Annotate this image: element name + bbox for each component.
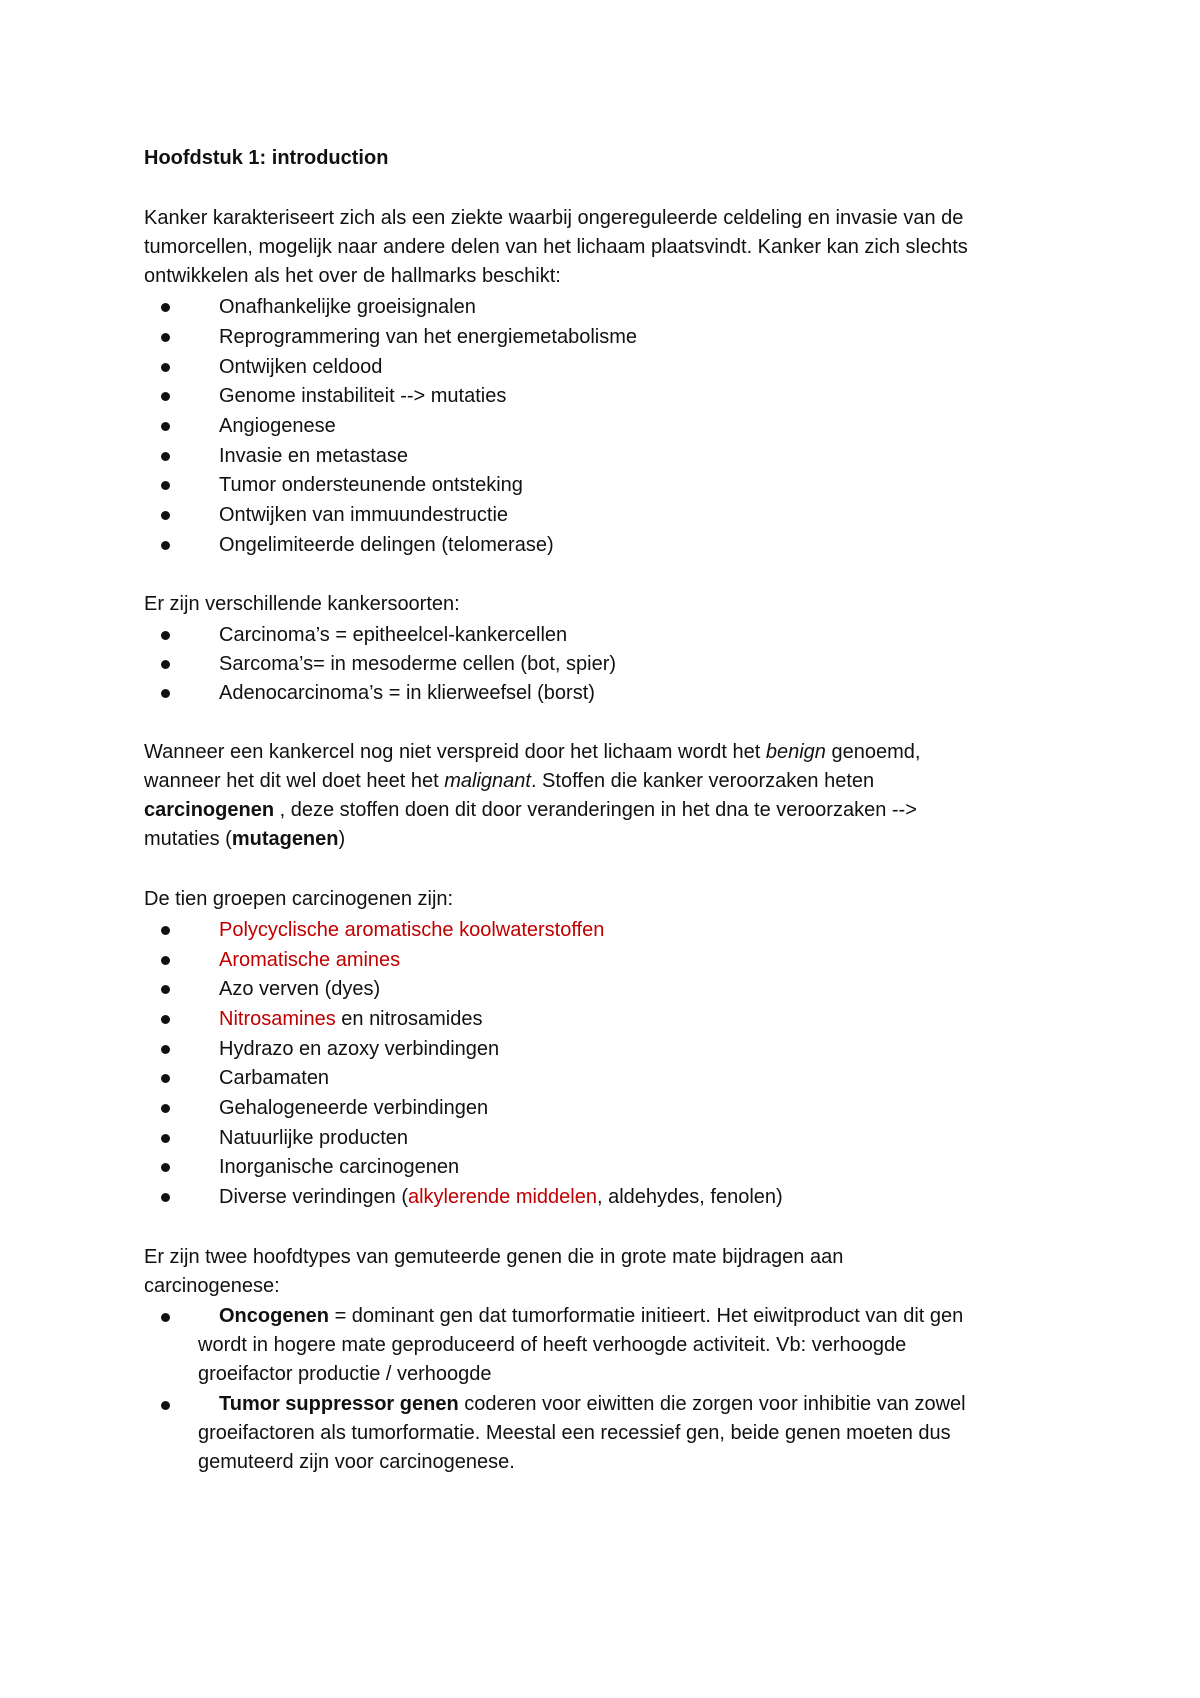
term-tumor-suppressor: Tumor suppressor genen bbox=[219, 1393, 459, 1415]
intro-line: tumorcellen, mogelijk naar andere delen van het lichaam plaatsvindt. Kanker kan zich slechts bbox=[144, 236, 968, 258]
bullet-icon bbox=[161, 1163, 170, 1172]
bullet-icon bbox=[161, 1104, 170, 1113]
bullet-icon bbox=[161, 333, 170, 342]
paragraph-line: carcinogenen , deze stoffen doen dit door veranderingen in het dna te veroorzaken --> bbox=[144, 799, 917, 821]
bullet-icon bbox=[161, 392, 170, 401]
groups-heading: De tien groepen carcinogenen zijn: bbox=[144, 888, 454, 910]
intro-line: Kanker karakteriseert zich als een ziekte waarbij ongereguleerde celdeling en invasie van de bbox=[144, 207, 964, 229]
bullet-icon bbox=[161, 660, 170, 669]
bullet-icon bbox=[161, 481, 170, 490]
bullet-icon bbox=[161, 1015, 170, 1024]
paragraph-line: mutaties (mutagenen) bbox=[144, 828, 346, 850]
document-page: Hoofdstuk 1: introduction Kanker karakteriseert zich als een ziekte waarbij ongereguleerde celdeling en invasie van de tumorcellen, mogelijk naar andere delen van het lichaam plaatsvindt. Kanker kan zich slechts ontwikkelen als het over de hallmarks beschikt: Onafhankelijke groeisignalen Reprogrammering van het energiemetabolisme Ontwijken celdood Genome instabiliteit --> mutaties Angiogenese Invasie en metastase Tumor ondersteunende ontsteking Ontwijken van immuundestructie Ongelimiteerde delingen (telomerase) Er zijn verschillende kankersoorten: Carcinoma’s = epitheelcel-kankercellen Sarcoma’s= in mesoderme cellen (bot, spier) Adenocarcinoma’s = in klierweefsel (borst) Wanneer een kankercel nog niet verspreid door het lichaam wordt het benign genoemd, wanneer het dit wel doet heet het malignant. Stoffen die kanker veroorzaken heten carcinogenen , deze stoffen doen dit door veranderingen in het dna te veroorzaken --> mutaties (mutagenen) De tien groepen carcinogenen zijn: Polycyclische aromatische koolwaterstoffen Aromatische amines Azo verven (dyes) Nitrosamines en nitrosamides Hydrazo en azoxy verbindingen Carbamaten Gehalogeneerde verbindingen Natuurlijke producten Inorganische carcinogenen Diverse verindingen (alkylerende middelen, aldehydes, fenolen) Er zijn twee hoofdtypes van gemuteerde genen die in grote mate bijdragen aan carcinogenese: Oncogenen = dominant gen dat tumorformatie initieert. Het eiwitproduct van dit gen wordt in hogere mate geproduceerd of heeft verhoogde activiteit. Vb: verhoogde groeifactor productie / verhoogde Tumor suppressor genen coderen voor eiwitten die zorgen voor inhibitie van zowel groeifactoren als tumorformatie. Meestal een recessief gen, beide genen moeten dus gemuteerd zijn voor carcinogenese. bbox=[0, 0, 1200, 1698]
bullet-icon bbox=[161, 1074, 170, 1083]
bullet-icon bbox=[161, 1401, 170, 1410]
term-carcinogenen: carcinogenen bbox=[144, 799, 275, 821]
bullet-icon bbox=[161, 631, 170, 640]
genes-heading-line: Er zijn twee hoofdtypes van gemuteerde genen die in grote mate bijdragen aan bbox=[144, 1246, 844, 1268]
bullet-icon bbox=[161, 689, 170, 698]
bullet-icon bbox=[161, 303, 170, 312]
paragraph-line: Wanneer een kankercel nog niet verspreid door het lichaam wordt het benign genoemd, bbox=[144, 741, 921, 763]
page-title: Hoofdstuk 1: introduction bbox=[144, 147, 389, 169]
bullet-icon bbox=[161, 1313, 170, 1322]
types-heading: Er zijn verschillende kankersoorten: bbox=[144, 593, 460, 615]
term-mutagenen: mutagenen bbox=[231, 828, 339, 850]
bullet-icon bbox=[161, 926, 170, 935]
bullet-icon bbox=[161, 452, 170, 461]
bullet-icon bbox=[161, 422, 170, 431]
term-malignant: malignant bbox=[444, 770, 531, 792]
bullet-icon bbox=[161, 1045, 170, 1054]
term-oncogenen: Oncogenen bbox=[219, 1305, 330, 1327]
bullet-icon bbox=[161, 541, 170, 550]
genes-heading-line: carcinogenese: bbox=[144, 1275, 280, 1297]
bullet-icon bbox=[161, 1193, 170, 1202]
bullet-icon bbox=[161, 985, 170, 994]
bullet-icon bbox=[161, 511, 170, 520]
intro-line: ontwikkelen als het over de hallmarks beschikt: bbox=[144, 265, 561, 287]
paragraph-line: wanneer het dit wel doet heet het malignant. Stoffen die kanker veroorzaken heten bbox=[144, 770, 875, 792]
term-benign: benign bbox=[765, 741, 826, 763]
bullet-icon bbox=[161, 1134, 170, 1143]
bullet-icon bbox=[161, 956, 170, 965]
bullet-icon bbox=[161, 363, 170, 372]
